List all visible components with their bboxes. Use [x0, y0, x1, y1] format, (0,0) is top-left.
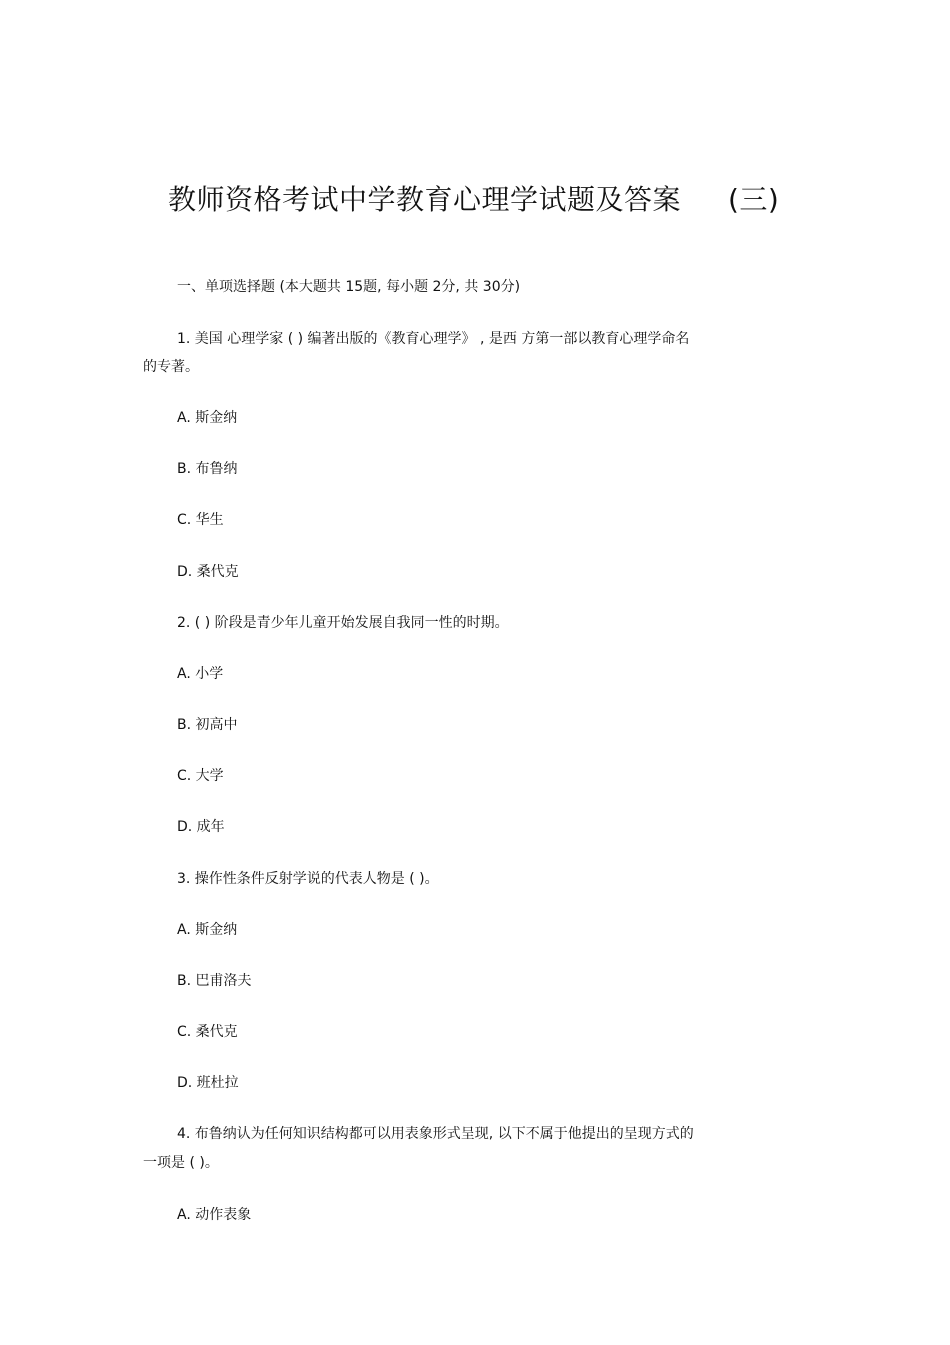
question-3-option-d: D. 班杜拉: [177, 1075, 239, 1091]
question-2-option-c: C. 大学: [177, 768, 224, 784]
question-1-option-a: A. 斯金纳: [177, 410, 238, 426]
question-1-stem-line2: 的专著。: [143, 359, 199, 375]
question-1-stem-line1: 1. 美国 心理学家 ( ) 编著出版的《教育心理学》 , 是西 方第一部以教育心理学命名: [177, 331, 690, 347]
question-2-option-d: D. 成年: [177, 819, 225, 835]
title-suffix: (三): [728, 183, 780, 216]
question-3-option-c: C. 桑代克: [177, 1024, 238, 1040]
section-heading: 一、单项选择题 (本大题共 15题, 每小题 2分, 共 30分): [177, 279, 521, 295]
question-1-option-d: D. 桑代克: [177, 564, 239, 580]
question-3-stem-line1: 3. 操作性条件反射学说的代表人物是 ( )。: [177, 871, 439, 887]
question-3-option-a: A. 斯金纳: [177, 922, 238, 938]
question-4-stem-line2: 一项是 ( )。: [143, 1155, 219, 1171]
question-4-stem-line1: 4. 布鲁纳认为任何知识结构都可以用表象形式呈现, 以下不属于他提出的呈现方式的: [177, 1126, 694, 1142]
question-1-option-c: C. 华生: [177, 512, 224, 528]
question-4-option-a: A. 动作表象: [177, 1207, 252, 1223]
question-3-option-b: B. 巴甫洛夫: [177, 973, 252, 989]
question-2-stem-line1: 2. ( ) 阶段是青少年儿童开始发展自我同一性的时期。: [177, 615, 509, 631]
question-2-option-a: A. 小学: [177, 666, 224, 682]
question-1-option-b: B. 布鲁纳: [177, 461, 238, 477]
title-main: 教师资格考试中学教育心理学试题及答案: [168, 183, 682, 216]
document-title: [168, 180, 808, 220]
question-2-option-b: B. 初高中: [177, 717, 238, 733]
